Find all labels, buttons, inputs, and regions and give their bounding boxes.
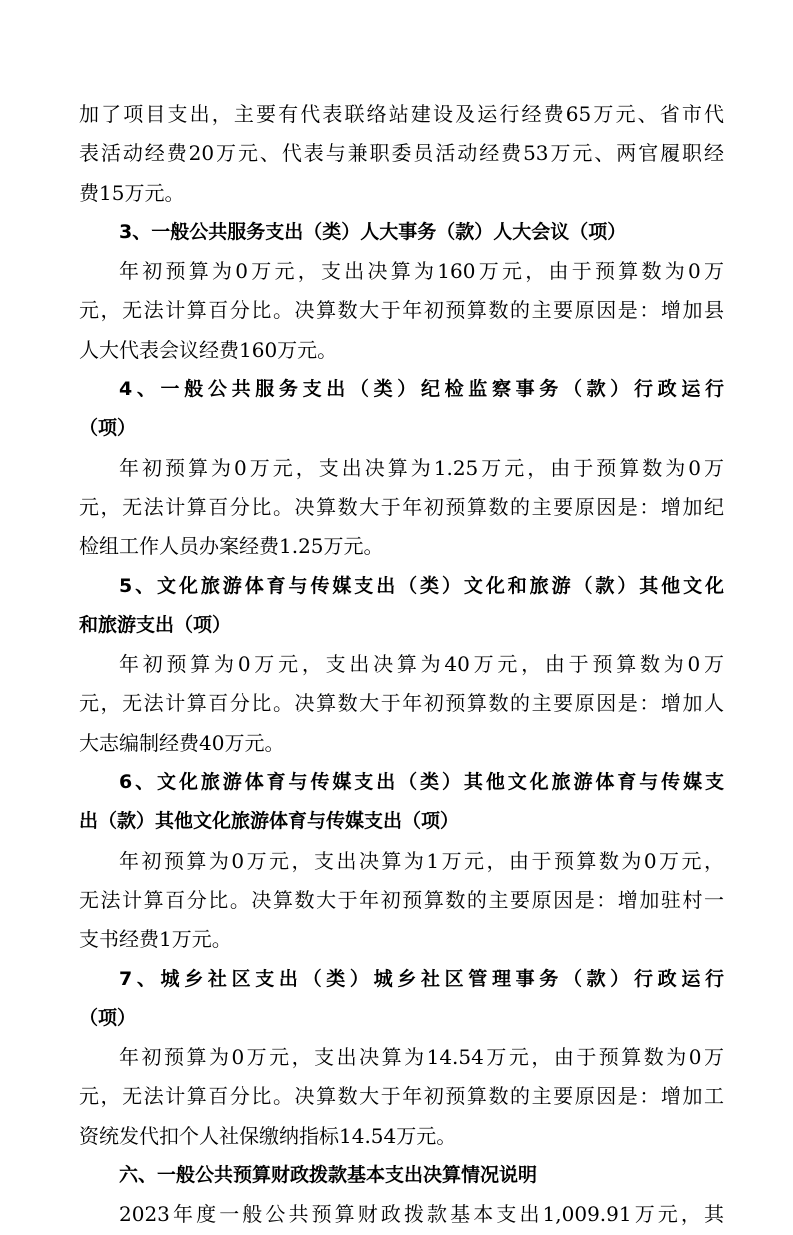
section-heading: （项）: [79, 417, 137, 440]
text-line: 元，无法计算百分比。决算数大于年初预算数的主要原因是：增加县: [79, 298, 724, 323]
text-line: 费15万元。: [79, 180, 185, 205]
section-heading: 3、一般公共服务支出（类）人大事务（款）人大会议（项）: [119, 220, 627, 243]
section-heading: （项）: [79, 1006, 137, 1029]
text-line: 检组工作人员办案经费1.25万元。: [79, 534, 384, 559]
section-heading: 出（款）其他文化旅游体育与传媒支出（项）: [79, 810, 460, 833]
text-line: 元，无法计算百分比。决算数大于年初预算数的主要原因是：增加纪: [79, 494, 724, 519]
text-line: 年初预算为0万元，支出决算为14.54万元，由于预算数为0万: [119, 1045, 724, 1070]
body-text: [79, 95, 724, 1235]
text-line: 年初预算为0万元，支出决算为40万元，由于预算数为0万: [119, 652, 724, 677]
section-heading: 4、一般公共服务支出（类）纪检监察事务（款）行政运行: [119, 378, 724, 401]
text-line: 年初预算为0万元，支出决算为1万元，由于预算数为0万元，: [119, 848, 724, 873]
text-line: 元，无法计算百分比。决算数大于年初预算数的主要原因是：增加工: [79, 1084, 724, 1109]
text-line: 无法计算百分比。决算数大于年初预算数的主要原因是：增加驻村一: [79, 887, 724, 912]
section-heading: 和旅游支出（项）: [79, 613, 232, 636]
section-heading: 6、文化旅游体育与传媒支出（类）其他文化旅游体育与传媒支: [119, 771, 724, 794]
text-line: 支书经费1万元。: [79, 927, 232, 952]
text-line: 表活动经费20万元、代表与兼职委员活动经费53万元、两官履职经: [79, 141, 724, 166]
text-line: 加了项目支出，主要有代表联络站建设及运行经费65万元、省市代: [79, 102, 724, 126]
text-line: 资统发代扣个人社保缴纳指标14.54万元。: [79, 1123, 457, 1148]
section-heading: 六、一般公共预算财政拨款基本支出决算情况说明: [119, 1164, 538, 1187]
text-line: 人大代表会议经费160万元。: [79, 337, 338, 362]
text-line: 2023年度一般公共预算财政拨款基本支出1,009.91万元，其: [119, 1202, 724, 1227]
section-heading: 5、文化旅游体育与传媒支出（类）文化和旅游（款）其他文化: [119, 574, 724, 597]
text-line: 年初预算为0万元，支出决算为160万元，由于预算数为0万: [119, 259, 724, 284]
section-heading: 7、城乡社区支出（类）城乡社区管理事务（款）行政运行: [119, 967, 724, 990]
text-line: 大志编制经费40万元。: [79, 730, 285, 755]
text-line: 年初预算为0万元，支出决算为1.25万元，由于预算数为0万: [119, 455, 724, 480]
text-line: 元，无法计算百分比。决算数大于年初预算数的主要原因是：增加人: [79, 691, 724, 716]
